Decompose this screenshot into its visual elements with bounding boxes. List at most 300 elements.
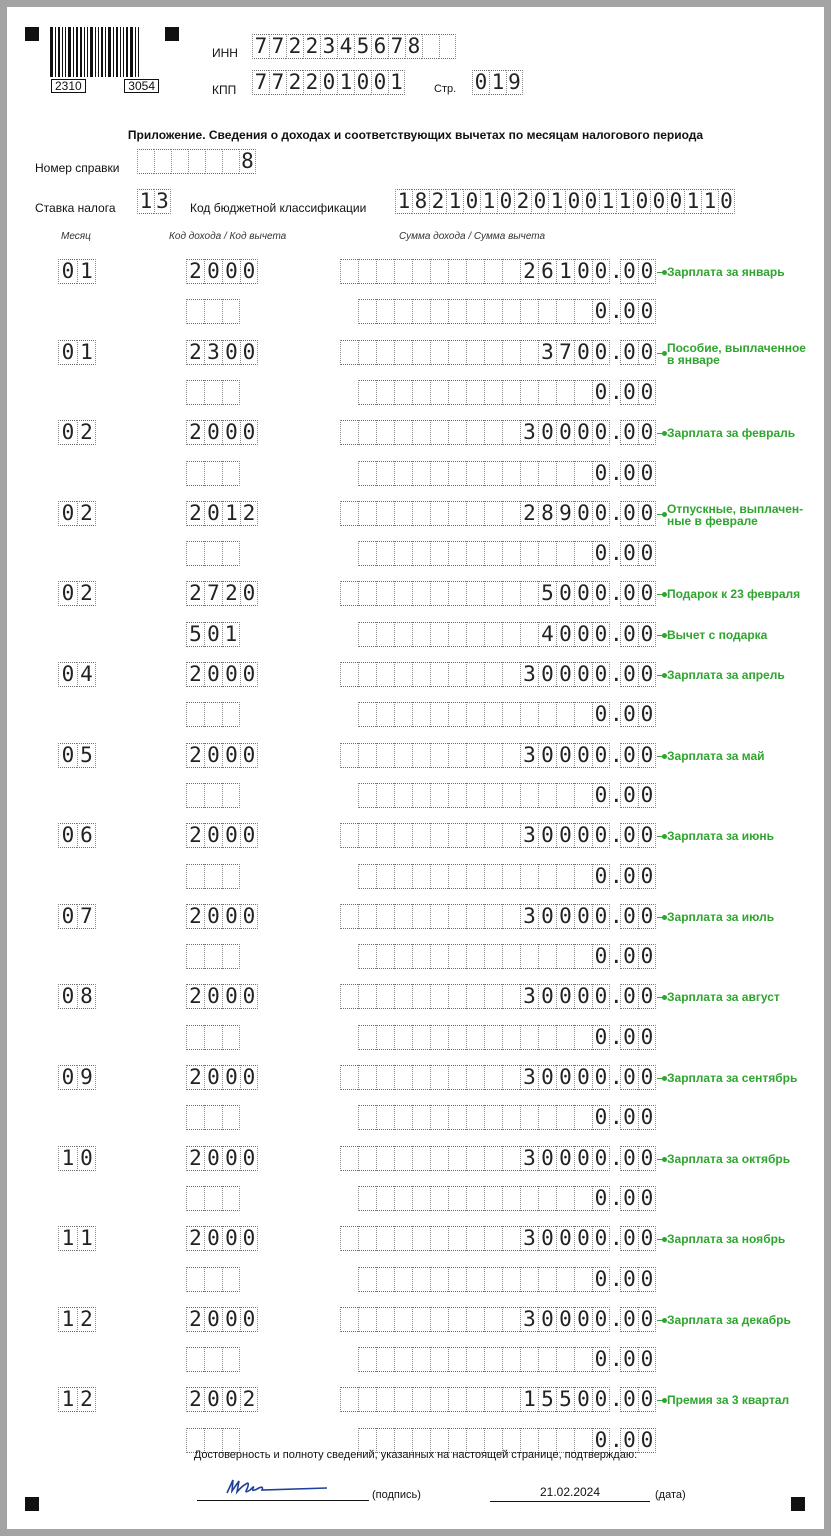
digit-cell: 0	[592, 984, 610, 1009]
digit-cell: 0	[240, 259, 258, 284]
digit-cell	[205, 149, 222, 174]
digit-cell: 7	[204, 581, 222, 606]
digit-cell: 0	[222, 904, 240, 929]
digit-cell	[448, 461, 466, 486]
barcode-bar	[80, 27, 82, 77]
digit-cell: 0	[538, 743, 556, 768]
amount-cells	[358, 702, 610, 727]
annotation-line: Зарплата за апрель	[667, 668, 785, 682]
digit-cell: 0	[620, 1267, 638, 1292]
digit-cell	[520, 380, 538, 405]
digit-cell: 0	[58, 662, 77, 687]
digit-cell: 0	[592, 299, 610, 324]
digit-cell: 8	[412, 189, 429, 214]
digit-cell: 0	[638, 259, 656, 284]
table-row	[7, 299, 824, 327]
digit-cell	[484, 380, 502, 405]
barcode-bar	[55, 27, 56, 77]
digit-cell	[358, 380, 376, 405]
digit-cell	[222, 1105, 240, 1130]
digit-cell	[502, 622, 520, 647]
digit-cell: 0	[620, 299, 638, 324]
digit-cell	[394, 420, 412, 445]
annotation-note	[667, 588, 800, 600]
table-row	[7, 420, 824, 448]
annotation-connector	[657, 1078, 665, 1079]
table-row	[7, 702, 824, 730]
digit-cell	[502, 1226, 520, 1251]
digit-cell: 0	[204, 1387, 222, 1412]
digit-cell	[574, 1186, 592, 1211]
digit-cell	[430, 259, 448, 284]
signature-label: (подпись)	[372, 1489, 421, 1501]
annotation-connector	[657, 353, 665, 354]
digit-cell: 0	[638, 340, 656, 365]
digit-cell: 0	[592, 420, 610, 445]
digit-cell	[222, 702, 240, 727]
digit-cell	[394, 1186, 412, 1211]
digit-cell: 0	[638, 1025, 656, 1050]
digit-cell: 0	[620, 1226, 638, 1251]
digit-cell: 0	[638, 1307, 656, 1332]
digit-cell	[466, 501, 484, 526]
digit-cell	[484, 461, 502, 486]
digit-cell: 2	[303, 34, 320, 59]
digit-cell	[430, 581, 448, 606]
digit-cell	[484, 541, 502, 566]
month-cells	[58, 1387, 96, 1412]
digit-cell	[502, 1347, 520, 1372]
digit-cell: 5	[354, 34, 371, 59]
digit-cell: 0	[638, 944, 656, 969]
table-row	[7, 1186, 824, 1214]
digit-cell	[448, 1387, 466, 1412]
digit-cell	[412, 1105, 430, 1130]
digit-cell: 5	[77, 743, 96, 768]
amount-cells	[340, 1146, 610, 1171]
decimal-point: .	[610, 702, 623, 726]
digit-cell	[538, 299, 556, 324]
digit-cell	[422, 34, 439, 59]
digit-cell	[556, 1186, 574, 1211]
code-cells	[186, 259, 258, 284]
cents-cells	[620, 299, 656, 324]
digit-cell	[538, 380, 556, 405]
digit-cell	[340, 1387, 358, 1412]
cents-cells	[620, 541, 656, 566]
table-row	[7, 1267, 824, 1295]
table-row	[7, 944, 824, 972]
digit-cell: 1	[77, 1226, 96, 1251]
amount-cells	[340, 904, 610, 929]
decimal-point: .	[610, 622, 623, 646]
kbk-cells	[395, 189, 735, 214]
digit-cell	[430, 702, 448, 727]
amount-cells	[358, 461, 610, 486]
digit-cell: 0	[582, 189, 599, 214]
digit-cell	[358, 944, 376, 969]
digit-cell	[222, 1186, 240, 1211]
digit-cell	[448, 702, 466, 727]
decimal-point: .	[610, 783, 623, 807]
digit-cell: 0	[240, 1307, 258, 1332]
annotation-connector	[657, 756, 665, 757]
digit-cell	[502, 501, 520, 526]
digit-cell: 0	[574, 662, 592, 687]
digit-cell	[340, 259, 358, 284]
digit-cell: 2	[186, 1387, 204, 1412]
digit-cell: 0	[556, 904, 574, 929]
digit-cell	[430, 380, 448, 405]
digit-cell: 1	[520, 1387, 538, 1412]
digit-cell	[394, 1025, 412, 1050]
digit-cell	[412, 864, 430, 889]
digit-cell	[502, 984, 520, 1009]
digit-cell	[430, 1347, 448, 1372]
digit-cell	[394, 864, 412, 889]
digit-cell	[394, 259, 412, 284]
digit-cell: 6	[77, 823, 96, 848]
digit-cell	[466, 1025, 484, 1050]
digit-cell	[484, 823, 502, 848]
annotation-line: Зарплата за декабрь	[667, 1313, 791, 1327]
barcode-bar	[116, 27, 118, 77]
barcode-bar	[108, 27, 111, 77]
digit-cell	[484, 944, 502, 969]
month-cells	[58, 823, 96, 848]
decimal-point: .	[610, 461, 623, 485]
table-row	[7, 662, 824, 690]
digit-cell	[358, 501, 376, 526]
annotation-line: Премия за 3 квартал	[667, 1393, 790, 1407]
cents-cells	[620, 1105, 656, 1130]
digit-cell	[340, 662, 358, 687]
digit-cell	[222, 864, 240, 889]
annotation-line: Зарплата за август	[667, 990, 780, 1004]
digit-cell: 3	[520, 1226, 538, 1251]
digit-cell	[412, 702, 430, 727]
digit-cell: 0	[204, 1226, 222, 1251]
decimal-point: .	[610, 299, 623, 323]
date-value: 21.02.2024	[490, 1485, 650, 1502]
digit-cell	[394, 622, 412, 647]
digit-cell	[430, 783, 448, 808]
table-row	[7, 461, 824, 489]
barcode-bar	[95, 27, 96, 77]
decimal-point: .	[610, 1065, 623, 1089]
annotation-line: Зарплата за май	[667, 749, 765, 763]
digit-cell: 1	[684, 189, 701, 214]
annotation-note	[667, 1394, 789, 1406]
digit-cell	[484, 259, 502, 284]
digit-cell: 7	[388, 34, 405, 59]
digit-cell	[412, 501, 430, 526]
barcode-bar	[123, 27, 124, 77]
cents-cells	[620, 1226, 656, 1251]
digit-cell	[186, 1267, 204, 1292]
digit-cell	[222, 299, 240, 324]
digit-cell	[502, 380, 520, 405]
cents-cells	[620, 501, 656, 526]
code-cells	[186, 1307, 258, 1332]
digit-cell: 0	[222, 1307, 240, 1332]
digit-cell	[484, 1105, 502, 1130]
digit-cell	[340, 420, 358, 445]
cents-cells	[620, 1025, 656, 1050]
digit-cell	[520, 622, 538, 647]
digit-cell: 1	[222, 501, 240, 526]
digit-cell	[376, 944, 394, 969]
digit-cell: 1	[137, 189, 154, 214]
annotation-connector	[657, 997, 665, 998]
amount-cells	[340, 823, 610, 848]
digit-cell: 2	[186, 420, 204, 445]
digit-cell	[358, 1186, 376, 1211]
digit-cell: 0	[574, 259, 592, 284]
digit-cell	[520, 581, 538, 606]
table-row	[7, 1065, 824, 1093]
digit-cell	[430, 1226, 448, 1251]
digit-cell: 0	[638, 662, 656, 687]
signature-image	[217, 1477, 337, 1499]
cents-cells	[620, 702, 656, 727]
digit-cell: 0	[556, 662, 574, 687]
confirmation-text: Достоверность и полноту сведений, указанных на настоящей странице, подтверждаю:	[193, 1449, 638, 1461]
digit-cell	[340, 823, 358, 848]
digit-cell	[502, 1105, 520, 1130]
digit-cell	[394, 380, 412, 405]
digit-cell	[376, 622, 394, 647]
digit-cell: 0	[620, 501, 638, 526]
amount-cells	[340, 662, 610, 687]
digit-cell: 0	[538, 1065, 556, 1090]
code-cells	[186, 1347, 240, 1372]
decimal-point: .	[610, 904, 623, 928]
digit-cell	[186, 783, 204, 808]
digit-cell	[484, 864, 502, 889]
digit-cell: 0	[240, 904, 258, 929]
digit-cell	[358, 1105, 376, 1130]
digit-cell	[538, 541, 556, 566]
cents-cells	[620, 984, 656, 1009]
digit-cell: 0	[574, 581, 592, 606]
digit-cell	[448, 904, 466, 929]
cents-cells	[620, 1387, 656, 1412]
digit-cell: 0	[240, 420, 258, 445]
annotation-connector	[657, 836, 665, 837]
digit-cell	[412, 420, 430, 445]
amount-cells	[340, 984, 610, 1009]
digit-cell	[574, 541, 592, 566]
digit-cell	[394, 743, 412, 768]
annotation-note	[667, 266, 785, 278]
annotation-note	[667, 1072, 797, 1084]
digit-cell	[502, 581, 520, 606]
digit-cell: 0	[592, 1428, 610, 1453]
digit-cell: 0	[222, 743, 240, 768]
digit-cell: 0	[463, 189, 480, 214]
tax-rate-label: Ставка налога	[35, 201, 116, 215]
table-row	[7, 581, 824, 609]
digit-cell	[556, 1267, 574, 1292]
digit-cell	[376, 702, 394, 727]
digit-cell	[430, 541, 448, 566]
digit-cell	[502, 340, 520, 365]
digit-cell	[430, 743, 448, 768]
amount-cells	[358, 1105, 610, 1130]
digit-cell: 2	[186, 501, 204, 526]
barcode-bar	[84, 27, 85, 77]
digit-cell	[186, 864, 204, 889]
decimal-point: .	[610, 1105, 623, 1129]
digit-cell: 0	[222, 1226, 240, 1251]
digit-cell: 0	[620, 541, 638, 566]
digit-cell: 8	[538, 501, 556, 526]
digit-cell	[358, 904, 376, 929]
digit-cell: 1	[77, 259, 96, 284]
kpp-cells	[252, 70, 405, 95]
page-title: Приложение. Сведения о доходах и соответствующих вычетах по месяцам налогового периода	[127, 128, 704, 142]
digit-cell: 0	[592, 501, 610, 526]
digit-cell	[394, 1105, 412, 1130]
digit-cell: 0	[620, 622, 638, 647]
digit-cell	[412, 1387, 430, 1412]
page-label: Стр.	[434, 83, 457, 95]
cents-cells	[620, 1146, 656, 1171]
digit-cell	[412, 1186, 430, 1211]
digit-cell	[484, 1065, 502, 1090]
digit-cell: 0	[240, 1146, 258, 1171]
digit-cell: 5	[538, 581, 556, 606]
digit-cell: 2	[186, 1307, 204, 1332]
digit-cell: 0	[574, 904, 592, 929]
month-cells	[58, 420, 96, 445]
amount-cells	[358, 944, 610, 969]
digit-cell: 2	[186, 340, 204, 365]
digit-cell	[412, 340, 430, 365]
digit-cell	[412, 1065, 430, 1090]
digit-cell: 0	[667, 189, 684, 214]
code-cells	[186, 541, 240, 566]
annotation-connector	[657, 917, 665, 918]
corner-marker-top-left	[25, 27, 39, 41]
digit-cell	[430, 823, 448, 848]
annotation-note	[667, 991, 780, 1003]
digit-cell: 0	[620, 1065, 638, 1090]
annotation-note	[667, 911, 774, 923]
digit-cell	[448, 541, 466, 566]
digit-cell	[394, 1226, 412, 1251]
code-cells	[186, 1146, 258, 1171]
digit-cell	[412, 1226, 430, 1251]
annotation-line: Зарплата за июль	[667, 910, 775, 924]
digit-cell	[574, 1025, 592, 1050]
code-cells	[186, 702, 240, 727]
digit-cell: 0	[620, 1025, 638, 1050]
digit-cell	[520, 1186, 538, 1211]
digit-cell	[484, 783, 502, 808]
digit-cell: 0	[538, 1146, 556, 1171]
digit-cell	[412, 743, 430, 768]
digit-cell	[394, 783, 412, 808]
decimal-point: .	[610, 1267, 623, 1291]
digit-cell	[502, 1186, 520, 1211]
digit-cell: 0	[620, 783, 638, 808]
digit-cell	[394, 1146, 412, 1171]
digit-cell	[376, 662, 394, 687]
annotation-note	[667, 750, 765, 762]
cents-cells	[620, 904, 656, 929]
digit-cell: 0	[592, 743, 610, 768]
digit-cell	[484, 743, 502, 768]
digit-cell	[448, 299, 466, 324]
digit-cell: 3	[520, 1146, 538, 1171]
cents-cells	[620, 743, 656, 768]
digit-cell: 0	[556, 420, 574, 445]
digit-cell	[556, 1347, 574, 1372]
digit-cell: 0	[204, 984, 222, 1009]
digit-cell	[556, 299, 574, 324]
digit-cell	[376, 1347, 394, 1372]
digit-cell: 4	[77, 662, 96, 687]
digit-cell	[466, 783, 484, 808]
digit-cell	[466, 864, 484, 889]
digit-cell: 0	[620, 823, 638, 848]
digit-cell: 2	[186, 581, 204, 606]
digit-cell	[358, 581, 376, 606]
digit-cell: 0	[58, 1065, 77, 1090]
code-cells	[186, 1267, 240, 1292]
decimal-point: .	[610, 1146, 623, 1170]
digit-cell	[448, 380, 466, 405]
digit-cell	[466, 1065, 484, 1090]
digit-cell	[556, 1105, 574, 1130]
digit-cell: 0	[638, 622, 656, 647]
digit-cell	[358, 864, 376, 889]
digit-cell	[466, 702, 484, 727]
digit-cell: 0	[592, 622, 610, 647]
decimal-point: .	[610, 1307, 623, 1331]
digit-cell: 2	[77, 581, 96, 606]
digit-cell	[340, 340, 358, 365]
digit-cell: 0	[204, 1065, 222, 1090]
month-cells	[58, 1226, 96, 1251]
signature-line	[197, 1481, 369, 1501]
digit-cell: 9	[506, 70, 523, 95]
annotation-line: Отпускные, выплачен-	[667, 502, 804, 516]
annotation-note	[667, 669, 785, 681]
digit-cell: 7	[252, 70, 269, 95]
digit-cell	[520, 340, 538, 365]
digit-cell	[358, 1387, 376, 1412]
digit-cell	[466, 380, 484, 405]
digit-cell: 0	[222, 1387, 240, 1412]
digit-cell: 0	[574, 1065, 592, 1090]
digit-cell: 0	[592, 1025, 610, 1050]
table-row	[7, 1025, 824, 1053]
month-cells	[58, 743, 96, 768]
digit-cell	[538, 1267, 556, 1292]
digit-cell	[376, 984, 394, 1009]
barcode-number-right: 3054	[124, 79, 159, 93]
digit-cell: 0	[620, 1186, 638, 1211]
digit-cell: 0	[497, 189, 514, 214]
digit-cell	[222, 783, 240, 808]
digit-cell	[430, 1307, 448, 1332]
digit-cell	[186, 541, 204, 566]
digit-cell	[448, 944, 466, 969]
digit-cell	[430, 501, 448, 526]
